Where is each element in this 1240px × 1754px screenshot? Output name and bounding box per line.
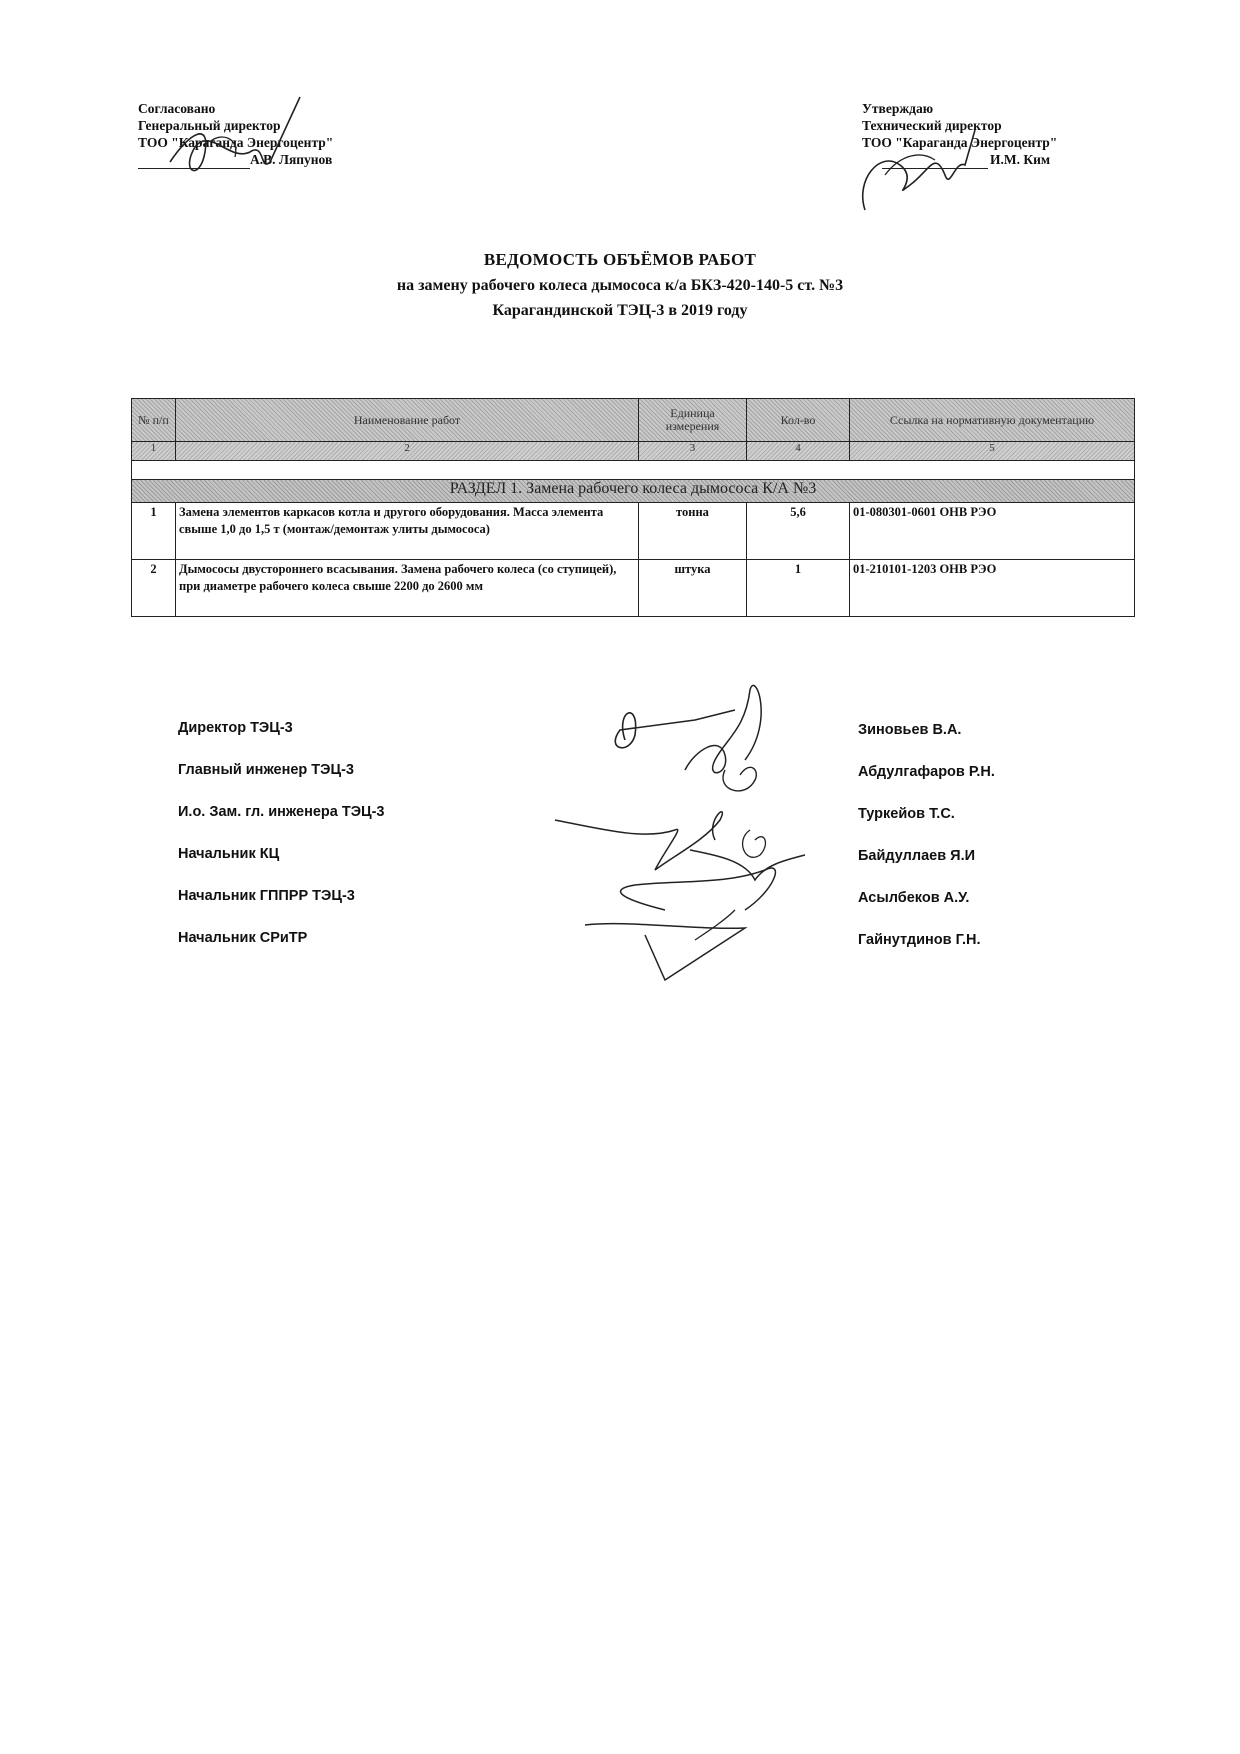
approval-left-name: А.В. Ляпунов bbox=[250, 152, 333, 167]
approval-right-company: ТОО "Караганда Энергоцентр" bbox=[862, 135, 1058, 150]
column-number: 5 bbox=[850, 442, 1135, 461]
column-number: 4 bbox=[747, 442, 850, 461]
approval-left-heading: Согласовано bbox=[138, 101, 216, 116]
signatory-name: Зиновьев В.А. bbox=[858, 722, 962, 738]
row-ref: 01-210101-1203 ОНВ РЭО bbox=[850, 560, 1135, 617]
row-qty: 1 bbox=[747, 560, 850, 617]
header-ref: Ссылка на нормативную документацию bbox=[850, 399, 1135, 442]
approval-block-right bbox=[862, 100, 1057, 168]
document-subtitle-2: Карагандинской ТЭЦ-3 в 2019 году bbox=[492, 302, 748, 319]
row-unit: тонна bbox=[639, 503, 747, 560]
header-qty: Кол-во bbox=[747, 399, 850, 442]
section-title: РАЗДЕЛ 1. Замена рабочего колеса дымососа К/А №3 bbox=[132, 480, 1135, 503]
approval-block-left bbox=[138, 100, 333, 168]
row-num: 2 bbox=[132, 560, 176, 617]
table-spacer-row bbox=[132, 461, 1135, 480]
signatory-position: Начальник СРиТР bbox=[178, 930, 308, 946]
table-header-row bbox=[132, 399, 1135, 442]
signatory-name: Асылбеков А.У. bbox=[858, 890, 970, 906]
header-name: Наименование работ bbox=[176, 399, 639, 442]
approval-right-position: Технический директор bbox=[862, 118, 1002, 133]
signatory-position: И.о. Зам. гл. инженера ТЭЦ-3 bbox=[178, 804, 385, 820]
column-number: 2 bbox=[176, 442, 639, 461]
signatory-position: Директор ТЭЦ-3 bbox=[178, 720, 293, 736]
works-table bbox=[131, 398, 1135, 617]
section-row bbox=[132, 480, 1135, 503]
row-name: Замена элементов каркасов котла и другого оборудования. Масса элемента свыше 1,0 до 1,5 т (монтаж/демонтаж улиты дымососа) bbox=[176, 503, 639, 560]
table-row bbox=[132, 503, 1135, 560]
signatory-name: Гайнутдинов Г.Н. bbox=[858, 932, 981, 948]
signatory-position: Главный инженер ТЭЦ-3 bbox=[178, 762, 354, 778]
signatory-position: Начальник ГППРР ТЭЦ-3 bbox=[178, 888, 355, 904]
approval-right-heading: Утверждаю bbox=[862, 101, 934, 116]
approval-right-name: И.М. Ким bbox=[990, 152, 1051, 167]
signatory-position: Начальник КЦ bbox=[178, 846, 280, 862]
document-title: ВЕДОМОСТЬ ОБЪЁМОВ РАБОТ bbox=[483, 250, 757, 269]
row-num: 1 bbox=[132, 503, 176, 560]
row-qty: 5,6 bbox=[747, 503, 850, 560]
approval-left-company: ТОО "Караганда Энергоцентр" bbox=[138, 135, 334, 150]
column-number-row bbox=[132, 442, 1135, 461]
column-number: 1 bbox=[132, 442, 176, 461]
row-unit: штука bbox=[639, 560, 747, 617]
approval-left-signature-line bbox=[138, 168, 250, 169]
header-num: № п/п bbox=[132, 399, 176, 442]
signatory-name: Абдулгафаров Р.Н. bbox=[858, 764, 995, 780]
signatory-name: Байдуллаев Я.И bbox=[858, 848, 976, 864]
row-ref: 01-080301-0601 ОНВ РЭО bbox=[850, 503, 1135, 560]
table-row bbox=[132, 560, 1135, 617]
signatory-name: Туркейов Т.С. bbox=[858, 806, 955, 822]
approval-left-position: Генеральный директор bbox=[138, 118, 281, 133]
signatures-cluster bbox=[545, 680, 865, 990]
header-unit: Единица измерения bbox=[639, 399, 747, 442]
document-subtitle-1: на замену рабочего колеса дымососа к/а БКЗ-420-140-5 ст. №3 bbox=[396, 277, 844, 294]
approval-right-signature-line bbox=[882, 168, 988, 169]
column-number: 3 bbox=[639, 442, 747, 461]
row-name: Дымососы двустороннего всасывания. Замена рабочего колеса (со ступицей), при диаметре рабочего колеса свыше 2200 до 2600 мм bbox=[176, 560, 639, 617]
